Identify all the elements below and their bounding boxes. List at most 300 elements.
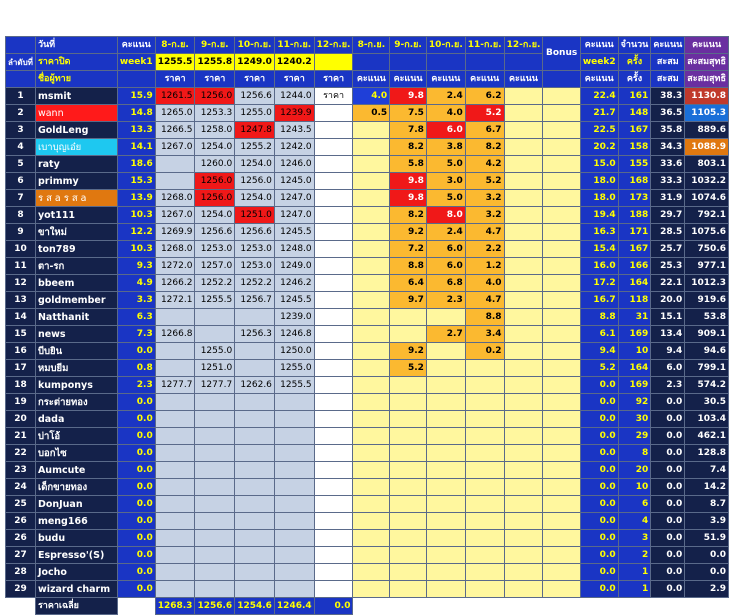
price-guess: 1254.0 [235,156,275,173]
day-score: 9.2 [390,224,427,241]
player-name: บีบยิน [35,343,117,360]
average-label: ราคาเฉลี่ย [35,598,117,615]
day-score: 9.8 [390,190,427,207]
price-guess [314,241,353,258]
total-score: 0.0 [651,564,685,581]
day-score [353,156,390,173]
day-score [353,241,390,258]
day-score: 4.0 [353,88,390,105]
price-guess: 1242.0 [274,139,314,156]
week1-score: 2.3 [117,377,155,394]
total-score: 0.0 [651,394,685,411]
week1-score: 14.8 [117,105,155,122]
times-count: 30 [618,411,651,428]
price-guess: 1267.0 [155,207,195,224]
price-guess: 1265.0 [155,105,195,122]
day-score [465,428,504,445]
price-guess [155,360,195,377]
week2-score: 8.8 [580,309,618,326]
day-score [504,88,543,105]
table-row [6,428,729,445]
price-guess: 1251.0 [195,360,235,377]
header-accum2: สะสม [651,71,685,88]
rank-cell: 29 [6,581,36,598]
header-date: 10-ก.ย. [235,37,275,54]
net-score: 799.1 [685,360,729,377]
price-guess: 1253.0 [235,241,275,258]
total-score: 0.0 [651,445,685,462]
price-guess [314,275,353,292]
player-name: news [35,326,117,343]
day-score [504,479,543,496]
price-guess [235,445,275,462]
total-score: 33.3 [651,173,685,190]
bonus-cell [543,207,580,224]
times-count: 3 [618,530,651,547]
net-score: 53.8 [685,309,729,326]
week1-score: 14.1 [117,139,155,156]
rank-cell: 13 [6,292,36,309]
times-count: 118 [618,292,651,309]
day-score [426,479,465,496]
price-guess: 1255.0 [195,343,235,360]
day-score: 2.2 [465,241,504,258]
table-row [6,411,729,428]
week1-score: 0.8 [117,360,155,377]
table-row [6,547,729,564]
day-score [504,326,543,343]
times-count: 2 [618,547,651,564]
day-score [504,462,543,479]
net-score: 1075.6 [685,224,729,241]
day-score [353,292,390,309]
total-score: 9.4 [651,343,685,360]
rank-cell: 12 [6,275,36,292]
total-score: 34.3 [651,139,685,156]
price-guess [155,564,195,581]
week2-score: 20.2 [580,139,618,156]
total-score: 36.5 [651,105,685,122]
player-name: wann [35,105,117,122]
table-row [6,139,729,156]
week1-score: 0.0 [117,513,155,530]
player-name: wizard charm [35,581,117,598]
rank-cell: 6 [6,173,36,190]
day-score [426,428,465,445]
bonus-cell [543,326,580,343]
day-score: 4.2 [465,156,504,173]
day-score [504,530,543,547]
price-guess [274,581,314,598]
bonus-cell [543,513,580,530]
table-row [6,258,729,275]
day-score [465,564,504,581]
times-count: 158 [618,139,651,156]
header-blank [6,71,36,88]
week2-score: 0.0 [580,445,618,462]
price-guess [314,428,353,445]
price-guess [155,156,195,173]
day-score: 7.5 [390,105,427,122]
header-price: ราคา [195,71,235,88]
player-name: Espresso'(S) [35,547,117,564]
price-guess [155,173,195,190]
week2-score: 0.0 [580,496,618,513]
total-score: 0.0 [651,411,685,428]
header-net: คะแนน [685,37,729,54]
price-guess [274,564,314,581]
times-count: 8 [618,445,651,462]
player-name: goldmember [35,292,117,309]
table-row [6,105,729,122]
bonus-cell [543,343,580,360]
net-score: 1088.9 [685,139,729,156]
week2-score: 19.4 [580,207,618,224]
day-score [465,360,504,377]
week1-score: 0.0 [117,581,155,598]
net-score: 94.6 [685,343,729,360]
bonus-cell [543,309,580,326]
price-guess [314,258,353,275]
price-guess [274,411,314,428]
header-score: คะแนน [117,37,155,54]
total-score: 15.1 [651,309,685,326]
price-guess [314,496,353,513]
day-score [504,513,543,530]
day-score [390,326,427,343]
price-guess: 1252.2 [235,275,275,292]
day-score: 9.7 [390,292,427,309]
week1-score: 0.0 [117,564,155,581]
week2-score: 17.2 [580,275,618,292]
bonus-cell [543,173,580,190]
price-guess: 1246.0 [274,156,314,173]
day-score [353,139,390,156]
price-guess [195,411,235,428]
day-score [504,581,543,598]
price-guess: 1255.0 [235,105,275,122]
close-price [314,54,353,71]
header-week1: week1 [117,54,155,71]
average-price: 1246.4 [274,598,314,615]
price-guess [314,156,353,173]
day-score [465,445,504,462]
day-score [465,394,504,411]
day-score [353,275,390,292]
price-guess [195,496,235,513]
player-name: kumponys [35,377,117,394]
player-name: msmit [35,88,117,105]
day-score [390,309,427,326]
week2-score: 0.0 [580,513,618,530]
rank-cell: 27 [6,547,36,564]
price-guess [314,513,353,530]
price-guess [155,513,195,530]
header-blank [543,71,580,88]
day-score [390,462,427,479]
price-guess [274,479,314,496]
day-score: 4.7 [465,292,504,309]
rank-cell: 20 [6,411,36,428]
price-guess [235,530,275,547]
day-score [426,394,465,411]
day-score: 5.8 [390,156,427,173]
price-guess [195,581,235,598]
price-guess [314,581,353,598]
bonus-cell [543,275,580,292]
week1-score: 0.0 [117,462,155,479]
day-score [426,462,465,479]
price-guess [155,581,195,598]
day-score: 6.0 [426,258,465,275]
day-score [353,479,390,496]
day-score: 2.4 [426,88,465,105]
rank-cell: 2 [6,105,36,122]
player-name: budu [35,530,117,547]
price-guess: 1256.6 [195,224,235,241]
rank-cell: 23 [6,462,36,479]
week2-score: 0.0 [580,411,618,428]
price-guess: 1247.0 [274,190,314,207]
price-guess: 1255.5 [274,377,314,394]
header-date: 12-ก.ย. [314,37,353,54]
player-name: yot111 [35,207,117,224]
price-guess: 1277.7 [195,377,235,394]
price-guess: 1253.0 [235,258,275,275]
day-score: 5.2 [465,173,504,190]
bonus-cell [543,428,580,445]
day-score [465,496,504,513]
price-guess [235,581,275,598]
week1-score: 3.3 [117,292,155,309]
rank-cell: 11 [6,258,36,275]
header-blank-rank [6,37,36,54]
bonus-cell [543,105,580,122]
price-guess [195,547,235,564]
net-score: 750.6 [685,241,729,258]
price-guess [314,547,353,564]
header-score-col: คะแนน [353,71,390,88]
price-guess [314,207,353,224]
day-score: 0.2 [465,343,504,360]
day-score [353,547,390,564]
bonus-cell [543,122,580,139]
close-price: 1249.0 [235,54,275,71]
rank-cell: 1 [6,88,36,105]
price-guess: 1268.0 [155,190,195,207]
week1-score: 0.0 [117,496,155,513]
bonus-cell [543,411,580,428]
week1-score: 7.3 [117,326,155,343]
net-score: 1012.3 [685,275,729,292]
day-score [465,547,504,564]
table-row [6,207,729,224]
price-guess: 1256.0 [195,88,235,105]
rank-cell: 4 [6,139,36,156]
header-score-col: คะแนน [426,71,465,88]
price-guess: 1255.2 [235,139,275,156]
day-score: 5.0 [426,190,465,207]
day-score: 2.7 [426,326,465,343]
day-score [353,207,390,224]
day-score: 2.4 [426,224,465,241]
day-score [353,496,390,513]
player-name: Jocho [35,564,117,581]
day-score [504,224,543,241]
header-date-score: 9-ก.ย. [390,37,427,54]
bonus-cell [543,445,580,462]
day-score [353,377,390,394]
day-score [504,292,543,309]
price-guess: 1260.0 [195,156,235,173]
price-guess: 1245.0 [274,173,314,190]
player-name: dada [35,411,117,428]
header-score-col: คะแนน [504,71,543,88]
rank-cell: 8 [6,207,36,224]
bonus-cell [543,360,580,377]
header-accum: สะสม [651,54,685,71]
day-score [353,564,390,581]
day-score: 2.3 [426,292,465,309]
blank [6,598,36,615]
day-score [504,190,543,207]
week2-score: 22.5 [580,122,618,139]
times-count: 4 [618,513,651,530]
day-score [465,479,504,496]
day-score: 8.8 [465,309,504,326]
day-score [504,139,543,156]
week2-score: 16.7 [580,292,618,309]
price-guess: 1258.0 [195,122,235,139]
week2-score: 0.0 [580,547,618,564]
week1-score: 13.9 [117,190,155,207]
header-blank-sc [390,54,427,71]
day-score: 7.8 [390,122,427,139]
times-count: 188 [618,207,651,224]
header-day: วันที่ [35,37,117,54]
header-rank: ลำดับที่ [6,54,36,71]
times-count: 31 [618,309,651,326]
price-guess: 1255.0 [274,360,314,377]
day-score [353,462,390,479]
header-count: จำนวน [618,37,651,54]
net-score: 103.4 [685,411,729,428]
price-guess [155,479,195,496]
price-guess [314,122,353,139]
day-score: 4.0 [426,105,465,122]
day-score [426,513,465,530]
net-score: 462.1 [685,428,729,445]
day-score: 9.8 [390,88,427,105]
week2-score: 18.0 [580,190,618,207]
bonus-cell [543,156,580,173]
table-row [6,241,729,258]
rank-cell: 22 [6,445,36,462]
price-guess: 1256.6 [235,224,275,241]
week2-score: 0.0 [580,394,618,411]
rank-cell: 28 [6,564,36,581]
day-score [353,309,390,326]
table-row [6,88,729,105]
price-guess [195,326,235,343]
day-score [390,394,427,411]
player-name: bbeem [35,275,117,292]
day-score [504,411,543,428]
price-guess [155,309,195,326]
price-guess: 1255.5 [195,292,235,309]
day-score: 3.8 [426,139,465,156]
day-score [426,564,465,581]
player-name: บอกไซ [35,445,117,462]
price-guess: 1247.8 [235,122,275,139]
price-guess [274,445,314,462]
table-row [6,122,729,139]
header-date-score: 10-ก.ย. [426,37,465,54]
price-guess: 1254.0 [195,207,235,224]
net-score: 8.7 [685,496,729,513]
header-net-accum: สะสมสุทธิ [685,54,729,71]
day-score [353,190,390,207]
table-row [6,275,729,292]
average-price: 1254.6 [235,598,275,615]
day-score [426,377,465,394]
net-score: 128.8 [685,445,729,462]
bonus-cell [543,241,580,258]
day-score [390,530,427,547]
net-score: 919.6 [685,292,729,309]
rank-cell: 16 [6,343,36,360]
day-score [353,411,390,428]
price-guess: 1250.0 [274,343,314,360]
close-price: 1255.5 [155,54,195,71]
rank-cell: 21 [6,428,36,445]
price-guess: 1256.0 [235,173,275,190]
header-date-score: 8-ก.ย. [353,37,390,54]
day-score [426,343,465,360]
day-score [353,428,390,445]
day-score [426,581,465,598]
player-name: เบาบุญเอ๋ย [35,139,117,156]
day-score [504,428,543,445]
price-guess [274,428,314,445]
price-guess [314,479,353,496]
total-score: 38.3 [651,88,685,105]
header-total: คะแนน [651,37,685,54]
player-name: DonJuan [35,496,117,513]
net-score: 0.0 [685,547,729,564]
week1-score: 12.2 [117,224,155,241]
total-score: 25.3 [651,258,685,275]
price-guess [235,564,275,581]
day-score [504,309,543,326]
rank-cell: 17 [6,360,36,377]
blank [117,598,155,615]
total-score: 29.7 [651,207,685,224]
day-score [426,360,465,377]
price-guess [155,394,195,411]
day-score [426,309,465,326]
week1-score: 0.0 [117,445,155,462]
header-blank-sc [465,54,504,71]
table-row [6,445,729,462]
day-score: 9.2 [390,343,427,360]
total-score: 0.0 [651,462,685,479]
week1-score: 6.3 [117,309,155,326]
table-row [6,496,729,513]
bonus-cell [543,190,580,207]
week2-score: 0.0 [580,377,618,394]
header-score-col: คะแนน [465,71,504,88]
